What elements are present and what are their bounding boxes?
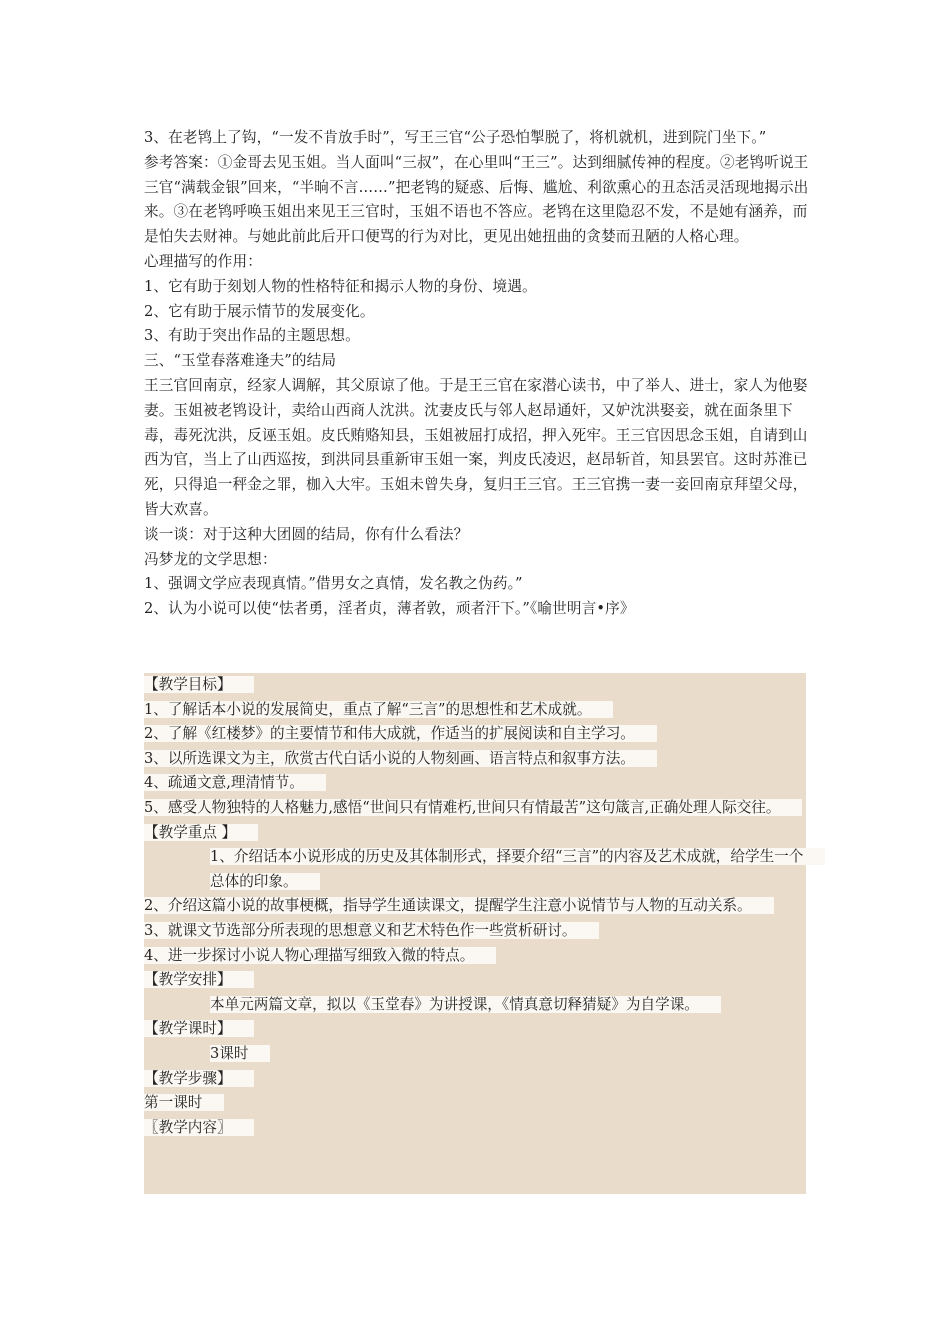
line	[144, 722, 806, 747]
line	[144, 944, 806, 969]
line	[144, 894, 806, 919]
arrangement-text: 本单元两篇文章，拟以《玉堂春》为讲授课，《情真意切释猜疑》为自学课。	[210, 996, 721, 1013]
heading-teaching-focus: 【教学重点 】	[144, 824, 258, 841]
paragraph: 2、它有助于展示情节的发展变化。	[144, 302, 375, 320]
line	[144, 1067, 806, 1092]
line	[144, 673, 806, 698]
paragraph: 冯梦龙的文学思想：	[144, 550, 277, 568]
heading-teaching-steps: 【教学步骤】	[144, 1070, 254, 1087]
heading-class-hours: 【教学课时】	[144, 1020, 254, 1037]
focus-item: 1、介绍话本小说形成的历史及其体制形式，择要介绍“三言”的内容及艺术成就，给学生一个总体的印象。	[210, 848, 825, 890]
line	[144, 796, 806, 821]
goal-item: 4、疏通文意,理清情节。	[144, 774, 326, 791]
paragraph: 王三官回南京，经家人调解，其父原谅了他。于是王三官在家潜心读书，中了举人、进士，家人为他娶妻。玉姐被老鸨设计，卖给山西商人沈洪。沈妻皮氏与邻人赵昂通奸，又妒沈洪娶妾，就在面条里下毒，毒死沈洪，反诬玉姐。皮氏贿赂知县，玉姐被屈打成招，押入死牢。王三官因思念玉姐，自请到山西为官，当上了山西巡按，到洪同县重新审玉姐一案，判皮氏凌迟，赵昂斩首，知县罢官。这时苏淮已死，只得追一秤金之罪，枷入大牢。玉姐未曾失身，复归王三官。王三官携一妻一妾回南京拜望父母，皆大欢喜。	[144, 376, 808, 518]
line	[144, 993, 806, 1018]
section-heading: 三、“玉堂春落难逢夫”的结局	[144, 352, 337, 370]
teaching-plan-block	[144, 673, 806, 1194]
paragraph: 2、认为小说可以使“怯者勇，淫者贞，薄者敦，顽者汗下。”《喻世明言•序》	[144, 600, 635, 618]
paragraph: 心理描写的作用：	[144, 252, 262, 270]
line	[144, 919, 806, 944]
first-lesson-label: 第一课时	[144, 1094, 224, 1111]
focus-item: 2、介绍这篇小说的故事梗概，指导学生通读课文，提醒学生注意小说情节与人物的互动关系。	[144, 897, 774, 914]
heading-teaching-arrangement: 【教学安排】	[144, 971, 254, 988]
line	[144, 1017, 806, 1042]
focus-item: 4、进一步探讨小说人物心理描写细致入微的特点。	[144, 947, 496, 964]
paragraph: 1、它有助于刻划人物的性格特征和揭示人物的身份、境遇。	[144, 277, 537, 295]
line	[144, 747, 806, 772]
paragraph: 1、强调文学应表现真情。”借男女之真情，发名教之伪药。”	[144, 575, 523, 593]
paragraph: 3、在老鸨上了钩，“一发不肯放手时”，写王三官“公子恐怕掣脱了，将机就机，进到院门坐下。”	[144, 129, 767, 146]
line	[144, 1116, 806, 1141]
heading-teaching-content: 〖教学内容〗	[144, 1119, 254, 1136]
line	[144, 1042, 806, 1067]
plain-text-block	[144, 126, 812, 622]
goal-item: 5、感受人物独特的人格魅力,感悟“世间只有情难朽,世间只有情最苦”这句箴言,正确处理人际交往。	[144, 799, 802, 816]
line	[144, 845, 806, 894]
line	[144, 1091, 806, 1116]
line	[144, 968, 806, 993]
paragraph: 3、有助于突出作品的主题思想。	[144, 327, 360, 345]
goal-item: 1、了解话本小说的发展简史，重点了解“三言”的思想性和艺术成就。	[144, 701, 613, 718]
focus-item: 3、就课文节选部分所表现的思想意义和艺术特色作一些赏析研讨。	[144, 922, 599, 939]
line	[144, 771, 806, 796]
goal-item: 3、以所选课文为主，欣赏古代白话小说的人物刻画、语言特点和叙事方法。	[144, 750, 657, 767]
paragraph: 参考答案：①金哥去见玉姐。当人面叫“三叔”，在心里叫“王三”。达到细腻传神的程度。②老鸨听说王三官“满载金银”回来，“半晌不言……”把老鸨的疑惑、后悔、尴尬、利欲熏心的丑态活灵活现地揭示出来。③在老鸨呼唤玉姐出来见王三官时，玉姐不语也不答应。老鸨在这里隐忍不发，不是她有涵养，而是怕失去财神。与她此前此后开口便骂的行为对比，更见出她扭曲的贪婪而丑陋的人格心理。	[144, 153, 809, 246]
paragraph: 谈一谈：对于这种大团圆的结局，你有什么看法？	[144, 525, 469, 543]
class-hours-value: 3课时	[210, 1045, 270, 1062]
line	[144, 821, 806, 846]
goal-item: 2、了解《红楼梦》的主要情节和伟大成就，作适当的扩展阅读和自主学习。	[144, 725, 657, 742]
line	[144, 698, 806, 723]
heading-teaching-goals: 【教学目标】	[144, 676, 254, 693]
